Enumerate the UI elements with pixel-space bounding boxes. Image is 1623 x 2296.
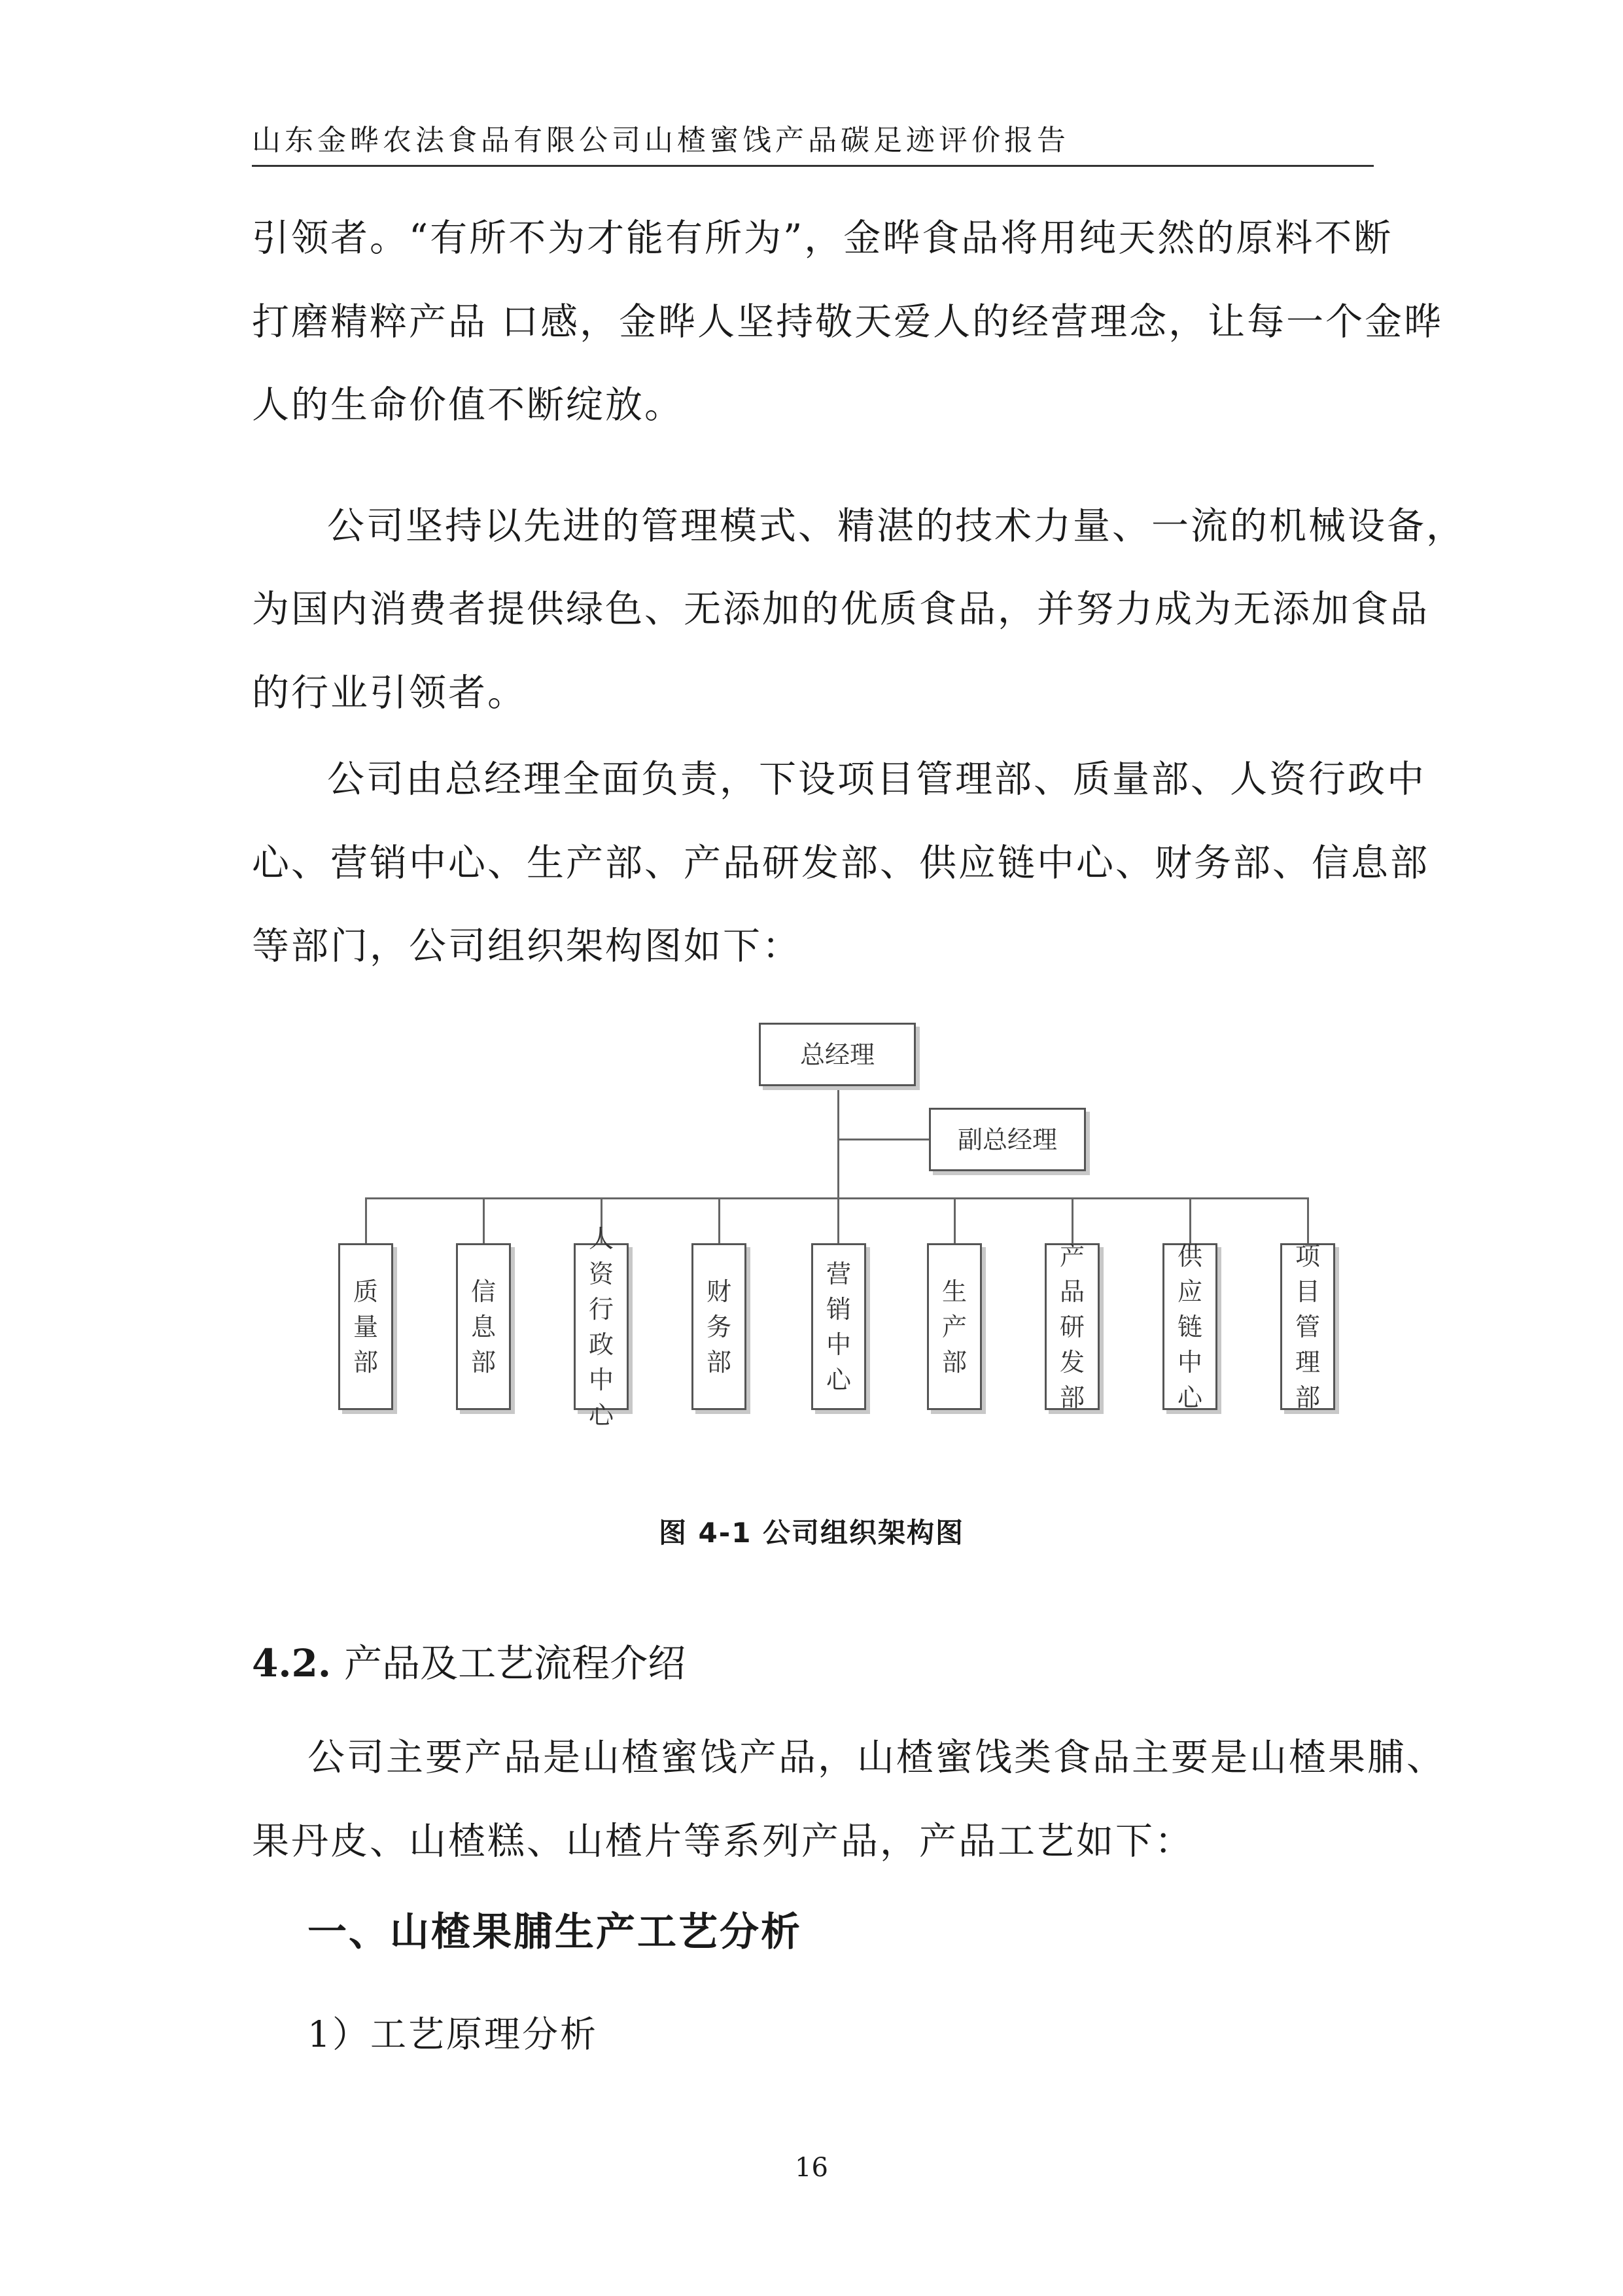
org-box-department: 人资 行政 中心 [574, 1243, 629, 1410]
paragraph-line: 心、营销中心、生产部、产品研发部、供应链中心、财务部、信息部 [252, 841, 1429, 885]
header-rule [252, 165, 1374, 167]
figure-caption: 图 4-1 公司组织架构图 [658, 1517, 965, 1549]
connector-drop [1307, 1197, 1309, 1243]
org-box-department: 项目 管理 部 [1280, 1243, 1335, 1410]
paragraph-line: 公司主要产品是山楂蜜饯产品，山楂蜜饯类食品主要是山楂果脯、 [307, 1736, 1446, 1779]
section-heading [252, 1633, 686, 1687]
connector-drop [483, 1197, 485, 1243]
subheading: 一、山楂果脯生产工艺分析 [307, 1909, 802, 1955]
org-box-department: 供应 链中 心 [1162, 1243, 1217, 1410]
connector-drop [954, 1197, 956, 1243]
connector-drop [1189, 1197, 1191, 1243]
connector-drop [1072, 1197, 1073, 1243]
connector-drop [718, 1197, 720, 1243]
page-number: 16 [795, 2153, 828, 2183]
connector-drop [365, 1197, 367, 1243]
org-box-department: 信 息 部 [456, 1243, 511, 1410]
org-box-department: 产品 研发 部 [1045, 1243, 1100, 1410]
org-box-department: 质 量 部 [338, 1243, 393, 1410]
connector-horizontal-bus [365, 1197, 1307, 1199]
org-box-department: 营 销 中 心 [811, 1243, 866, 1410]
section-number: 4.2. [252, 1641, 332, 1686]
org-box-department: 生 产 部 [927, 1243, 982, 1410]
list-item: 1）工艺原理分析 [307, 2013, 598, 2055]
paragraph-line: 等部门，公司组织架构图如下： [252, 925, 801, 968]
paragraph-line: 的行业引领者。 [252, 671, 527, 715]
paragraph-line: 打磨精粹产品 口感，金晔人坚持敬天爱人的经营理念，让每一个金晔 [252, 300, 1444, 344]
paragraph-line: 为国内消费者提供绿色、无添加的优质食品，并努力成为无添加食品 [252, 588, 1429, 631]
paragraph-line: 公司由总经理全面负责，下设项目管理部、质量部、人资行政中 [327, 758, 1426, 801]
paragraph-line: 公司坚持以先进的管理模式、精湛的技术力量、一流的机械设备， [327, 504, 1465, 548]
org-box-deputy-manager: 副总经理 [929, 1108, 1086, 1171]
running-header: 山东金晔农法食品有限公司山楂蜜饯产品碳足迹评价报告 [252, 124, 1070, 157]
org-box-general-manager: 总经理 [759, 1023, 916, 1086]
paragraph-line: 人的生命价值不断绽放。 [252, 383, 684, 427]
connector-deputy [837, 1139, 929, 1140]
paragraph-line: 果丹皮、山楂糕、山楂片等系列产品，产品工艺如下： [252, 1820, 1194, 1863]
paragraph-line: 引领者。“有所不为才能有所为”，金晔食品将用纯天然的原料不断 [252, 217, 1393, 260]
section-title: 产品及工艺流程介绍 [344, 1641, 686, 1686]
org-box-department: 财 务 部 [691, 1243, 746, 1410]
